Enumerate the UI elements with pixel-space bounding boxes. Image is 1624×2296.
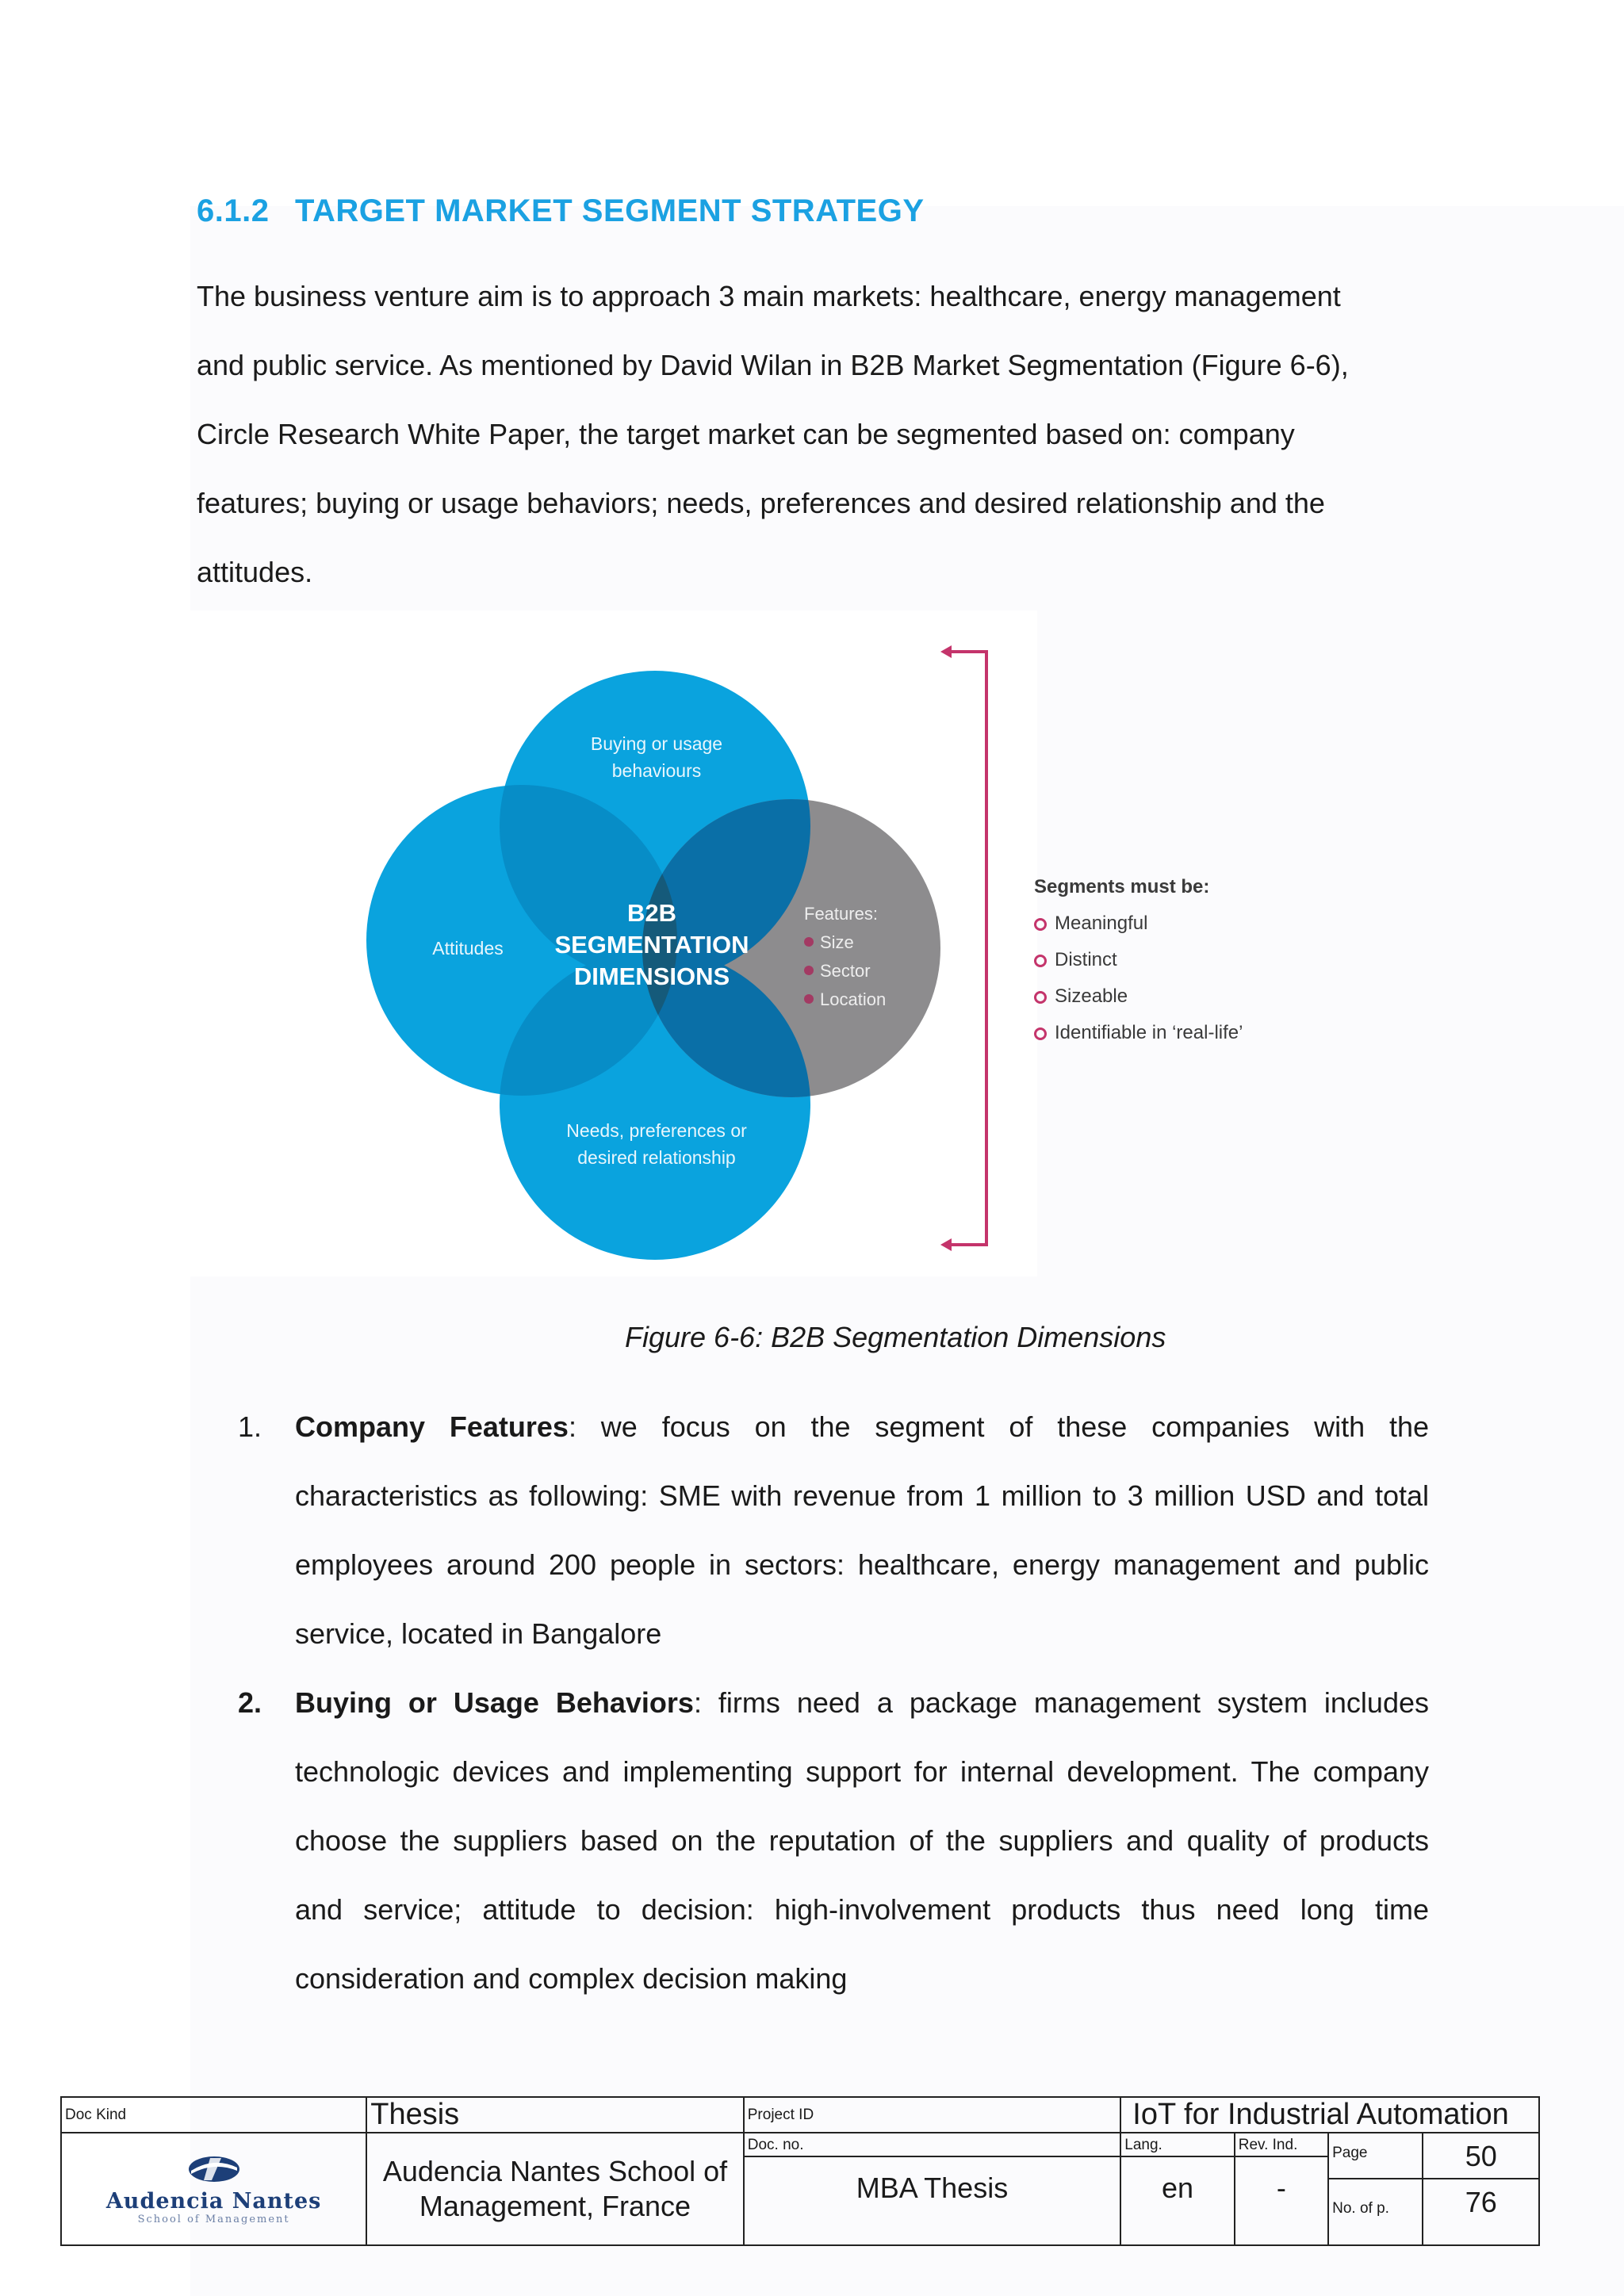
lang-cell — [1120, 2133, 1234, 2245]
doc-kind-value: Thesis — [366, 2097, 744, 2133]
doc-no-value: MBA Thesis — [856, 2172, 1009, 2204]
page-label: Page — [1329, 2133, 1422, 2179]
features-bullet — [804, 966, 814, 975]
segments-item: Meaningful — [1034, 905, 1243, 942]
rev-cell — [1235, 2133, 1328, 2245]
list-item: 1. Company Features: we focus on the segment of these companies with the characteristics as following: SME with revenue from 1 million to 3 million USD and total employees around 200 people in sectors: healthcare, energy management and public service, located in Bangalore — [238, 1392, 1429, 1668]
section-heading — [197, 193, 925, 229]
venn-diagram — [189, 610, 1037, 1276]
bracket-arrow-bottom — [940, 1238, 952, 1251]
logo — [61, 2133, 366, 2245]
list-number: 1. — [238, 1410, 262, 1443]
intro-line: The business venture aim is to approach 3 main markets: healthcare, energy management — [197, 280, 1341, 312]
segments-item: Identifiable in ‘real-life’ — [1034, 1015, 1243, 1051]
bottom-circle-label-1: Needs, preferences or — [566, 1120, 747, 1141]
page-number-cell — [1423, 2133, 1539, 2245]
list-item-title: Buying or Usage Behaviors — [295, 1686, 694, 1719]
top-circle-label-1: Buying or usage — [590, 733, 723, 754]
intro-line: attitudes. — [197, 556, 313, 588]
features-item: Size — [820, 932, 854, 952]
segments-title: Segments must be: — [1034, 876, 1210, 897]
intro-paragraph — [197, 262, 1434, 607]
intro-line: and public service. As mentioned by David Wilan in B2B Market Segmentation (Figure 6-6), — [197, 349, 1349, 381]
left-circle-label: Attitudes — [432, 938, 504, 959]
audencia-logo-icon — [186, 2153, 242, 2185]
document-footer-table — [60, 2096, 1540, 2246]
lang-label: Lang. — [1121, 2133, 1233, 2157]
doc-kind-label: Doc Kind — [61, 2097, 366, 2133]
figure-caption: Figure 6-6: B2B Segmentation Dimensions — [625, 1321, 1166, 1353]
logo-name: Audencia Nantes — [105, 2188, 322, 2214]
list-number: 2. — [238, 1686, 262, 1719]
center-label-1: B2B — [626, 899, 677, 927]
ring-icon — [1034, 918, 1047, 931]
bottom-circle-label-2: desired relationship — [577, 1147, 736, 1168]
ring-icon — [1034, 955, 1047, 967]
bracket-line — [947, 652, 986, 1245]
features-bullet — [804, 994, 814, 1004]
lang-value: en — [1161, 2172, 1194, 2204]
institution: Audencia Nantes School of Management, France — [366, 2133, 744, 2245]
page-value: 50 — [1423, 2133, 1538, 2179]
list-item: 2. Buying or Usage Behaviors: firms need a package management system includes technologic devices and implementing support for internal development. The company choose the suppliers based on the reputation of the suppliers and quality of products and service; attitude to decision: high-involvement products thus need long time consideration and complex decision making — [238, 1668, 1429, 2013]
pages-label: No. of p. — [1332, 2200, 1389, 2217]
rev-label: Rev. Ind. — [1235, 2133, 1327, 2157]
center-label-3: DIMENSIONS — [573, 962, 730, 990]
segmentation-figure — [189, 610, 1037, 1276]
features-title: Features: — [804, 904, 878, 924]
intro-line: Circle Research White Paper, the target market can be segmented based on: company — [197, 418, 1295, 450]
logo-subtitle: School of Management — [137, 2213, 290, 2225]
segments-item: Distinct — [1034, 942, 1243, 978]
doc-no-cell — [744, 2133, 1121, 2245]
center-label-2: SEGMENTATION — [554, 931, 749, 959]
section-title: TARGET MARKET SEGMENT STRATEGY — [295, 193, 925, 228]
list-item-title: Company Features — [295, 1410, 569, 1443]
segments-list — [1034, 869, 1243, 1051]
ring-icon — [1034, 991, 1047, 1004]
intro-line: features; buying or usage behaviors; needs, preferences and desired relationship and the — [197, 487, 1325, 519]
section-number: 6.1.2 — [197, 193, 270, 228]
project-value: IoT for Industrial Automation — [1120, 2097, 1539, 2133]
bracket-arrow-top — [940, 645, 952, 658]
features-bullet — [804, 937, 814, 947]
project-id-label: Project ID — [744, 2097, 1121, 2133]
dimension-list — [238, 1392, 1429, 2013]
rev-value: - — [1276, 2172, 1286, 2204]
ring-icon — [1034, 1027, 1047, 1040]
top-circle-label-2: behaviours — [611, 760, 702, 781]
features-item: Location — [820, 989, 887, 1009]
segments-item: Sizeable — [1034, 978, 1243, 1015]
features-item: Sector — [820, 961, 871, 981]
pages-value: 76 — [1465, 2186, 1497, 2218]
page-cell — [1328, 2133, 1423, 2245]
doc-no-label: Doc. no. — [745, 2133, 1120, 2157]
